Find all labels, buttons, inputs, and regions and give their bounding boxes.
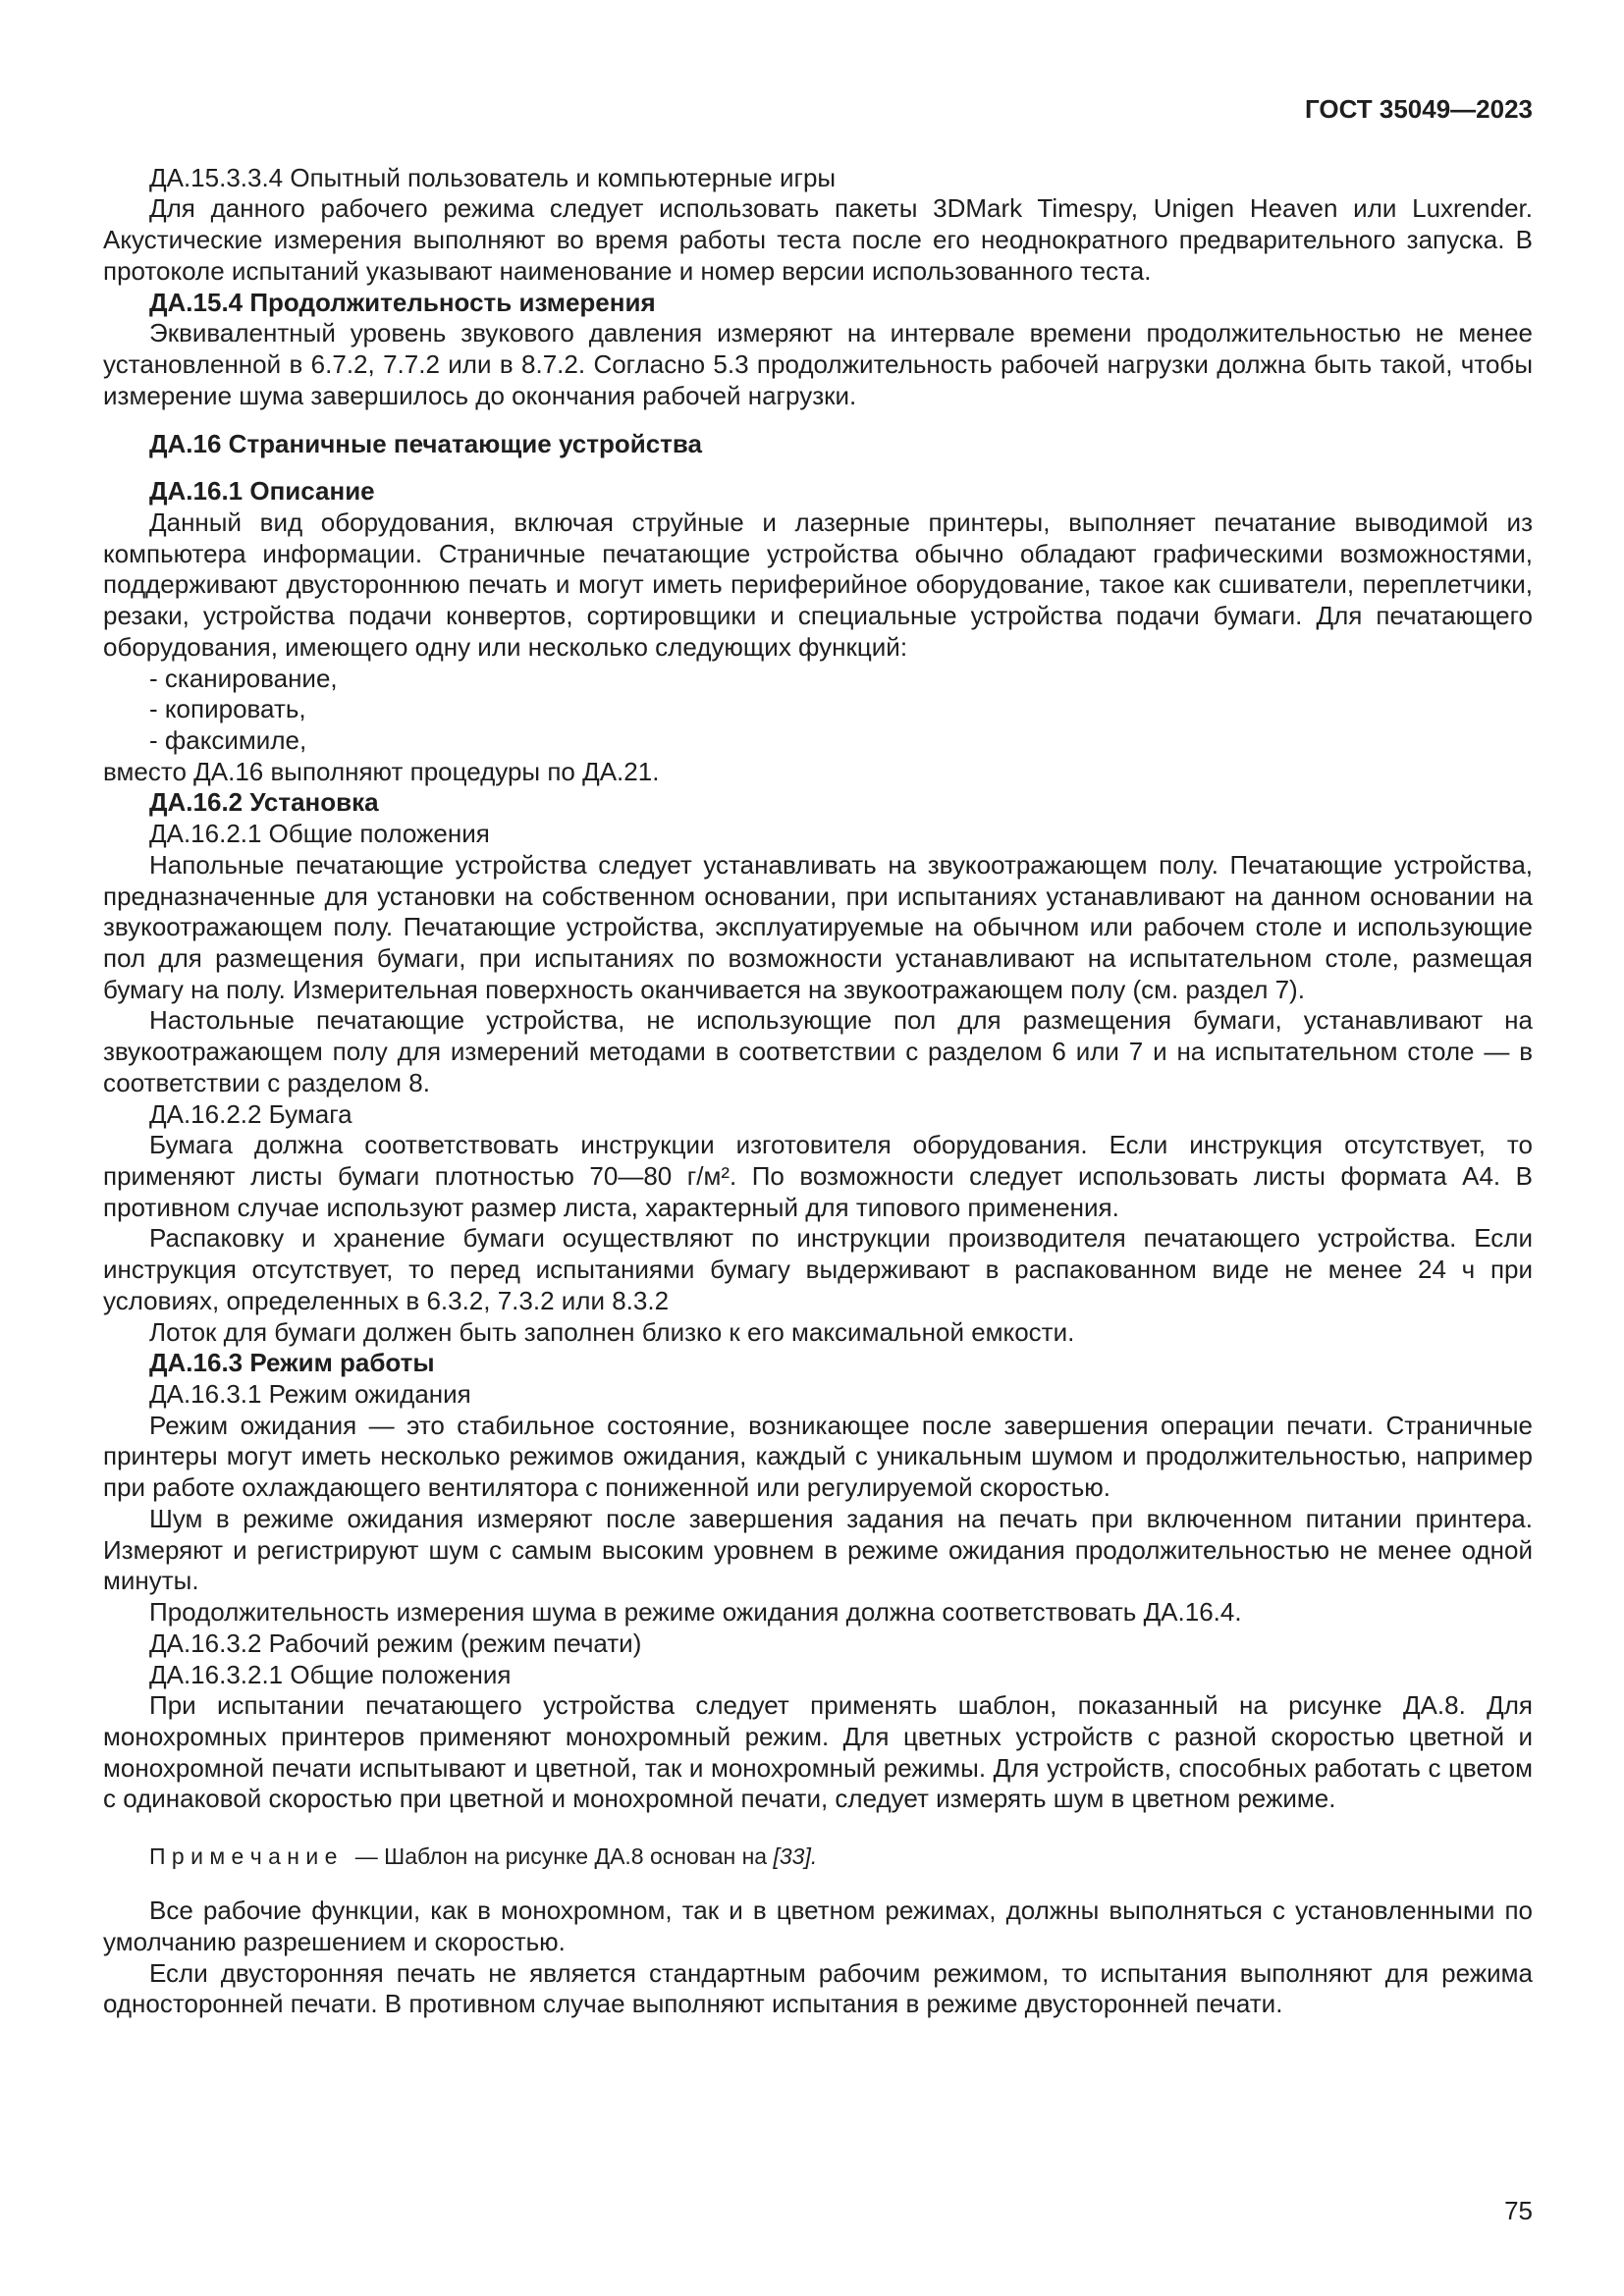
clause-da163-title: ДА.16.3 Режим работы — [149, 1348, 435, 1378]
clause-da161-after-list: вместо ДА.16 выполняют процедуры по ДА.21. — [103, 756, 660, 786]
clause-da1631-title: ДА.16.3.1 Режим ожидания — [149, 1379, 471, 1410]
clause-da16321-body: При испытании печатающего устройства следует применять шаблон, показанный на рисунке ДА.8. Для монохромных принтеров применяют монохромный режим. Для цветных устройств с разной скоростью цветной и монохромной печати испытывают и цветной, так и монохромный режимы. Для устройств, способных работать с цветом с одинаковой скоростью при цветной и монохромной печати, следует измерять шум в цветном режиме. — [103, 1690, 1533, 1814]
clause-da1631-body-2: Шум в режиме ожидания измеряют после завершения задания на печать при включенном питании принтера. Измеряют и регистрируют шум с самым высоким уровнем в режиме ожидания продолжительностью не менее одной минуты. — [103, 1503, 1533, 1596]
note — [103, 1842, 1533, 1870]
document-header — [0, 0, 1624, 126]
clause-da15334-body: Для данного рабочего режима следует использовать пакеты 3DMark Timespy, Unigen Heaven или Luxrender. Акустические измерения выполняют во время работы теста после его неоднократного предварительного запуска. В протоколе испытаний указывают наименование и номер версии использованного теста. — [103, 193, 1533, 286]
clause-da1631-body-1: Режим ожидания — это стабильное состояние, возникающее после завершения операции печати. Страничные принтеры могут иметь несколько режимов ожидания, каждый с уникальным шумом и продолжительностью, например при работе охлаждающего вентилятора с пониженной или регулируемой скоростью. — [103, 1410, 1533, 1503]
list-item: - сканирование, — [149, 663, 338, 693]
clause-da154-body: Эквивалентный уровень звукового давления измеряют на интервале времени продолжительностью не менее установленной в 6.7.2, 7.7.2 или в 8.7.2. Согласно 5.3 продолжительность рабочей нагрузки должна быть такой, чтобы измерение шума завершилось до окончания рабочей нагрузки. — [103, 318, 1533, 410]
note-reference: [33]. — [773, 1843, 818, 1870]
standard-number: ГОСТ 35049—2023 — [1305, 94, 1533, 124]
clause-da1632-title: ДА.16.3.2 Рабочий режим (режим печати) — [149, 1628, 642, 1658]
clause-da1622-body-1: Бумага должна соответствовать инструкции изготовителя оборудования. Если инструкция отсутствует, то применяют листы бумаги плотностью 70—80 г/м². По возможности следует использовать листы формата А4. В противном случае используют размер листа, характерный для типового применения. — [103, 1130, 1533, 1222]
closing-body-2: Если двусторонняя печать не является стандартным рабочим режимом, то испытания выполняют для режима односторонней печати. В противном случае выполняют испытания в режиме двусторонней печати. — [103, 1957, 1533, 2019]
clause-da1621-body-2: Настольные печатающие устройства, не использующие пол для размещения бумаги, устанавливают на звукоотражающем полу для измерений методами в соответствии с разделом 6 или 7 и на испытательном столе — в соответствии с разделом 8. — [103, 1005, 1533, 1097]
clause-da1621-title: ДА.16.2.1 Общие положения — [149, 819, 490, 849]
clause-da1622-title: ДА.16.2.2 Бумага — [149, 1098, 352, 1129]
clause-da1621-body-1: Напольные печатающие устройства следует устанавливать на звукоотражающем полу. Печатающие устройства, предназначенные для установки на собственном основании, при испытаниях устанавливают на данном основании на звукоотражающем полу. Печатающие устройства, эксплуатируемые на обычном или рабочем столе и использующие пол для размещения бумаги, при испытаниях по возможности устанавливают на испытательном столе, размещая бумагу на полу. Измерительная поверхность оканчивается на звукоотражающем полу (см. раздел 7). — [103, 849, 1533, 1004]
section-da16-title: ДА.16 Страничные печатающие устройства — [149, 429, 703, 459]
note-text: — Шаблон на рисунке ДА.8 основан на — [354, 1843, 768, 1870]
list-item: - факсимиле, — [149, 724, 307, 755]
clause-da161-title: ДА.16.1 Описание — [149, 476, 375, 507]
document-body — [0, 126, 1624, 2020]
list-item: - копировать, — [149, 694, 306, 724]
clause-da1631-body-3: Продолжительность измерения шума в режиме ожидания должна соответствовать ДА.16.4. — [149, 1597, 1242, 1628]
page-number: 75 — [1504, 2196, 1533, 2226]
clause-da16321-title: ДА.16.3.2.1 Общие положения — [149, 1659, 512, 1689]
note-label: П р и м е ч а н и е — [149, 1843, 338, 1870]
clause-da154-title: ДА.15.4 Продолжительность измерения — [149, 287, 656, 317]
closing-body-1: Все рабочие функции, как в монохромном, так и в цветном режимах, должны выполняться с установленными по умолчанию разрешением и скоростью. — [103, 1896, 1533, 1956]
clause-da1622-body-2: Распаковку и хранение бумаги осуществляют по инструкции производителя печатающего устройства. Если инструкция отсутствует, то перед испытаниями бумагу выдерживают в распакованном виде не менее 24 ч при условиях, определенных в 6.3.2, 7.3.2 или 8.3.2 — [103, 1223, 1533, 1315]
clause-da15334-title: ДА.15.3.3.4 Опытный пользователь и компьютерные игры — [149, 162, 837, 192]
clause-da1622-body-3: Лоток для бумаги должен быть заполнен близко к его максимальной емкости. — [149, 1316, 1075, 1347]
clause-da161-body: Данный вид оборудования, включая струйные и лазерные принтеры, выполняет печатание выводимой из компьютера информации. Страничные печатающие устройства обычно обладают графическими возможностями, поддерживают двустороннюю печать и могут иметь периферийное оборудование, такое как сшиватели, переплетчики, резаки, устройства подачи конвертов, сортировщики и специальные устройства подачи бумаги. Для печатающего оборудования, имеющего одну или несколько следующих функций: — [103, 507, 1533, 662]
clause-da162-title: ДА.16.2 Установка — [149, 787, 379, 818]
